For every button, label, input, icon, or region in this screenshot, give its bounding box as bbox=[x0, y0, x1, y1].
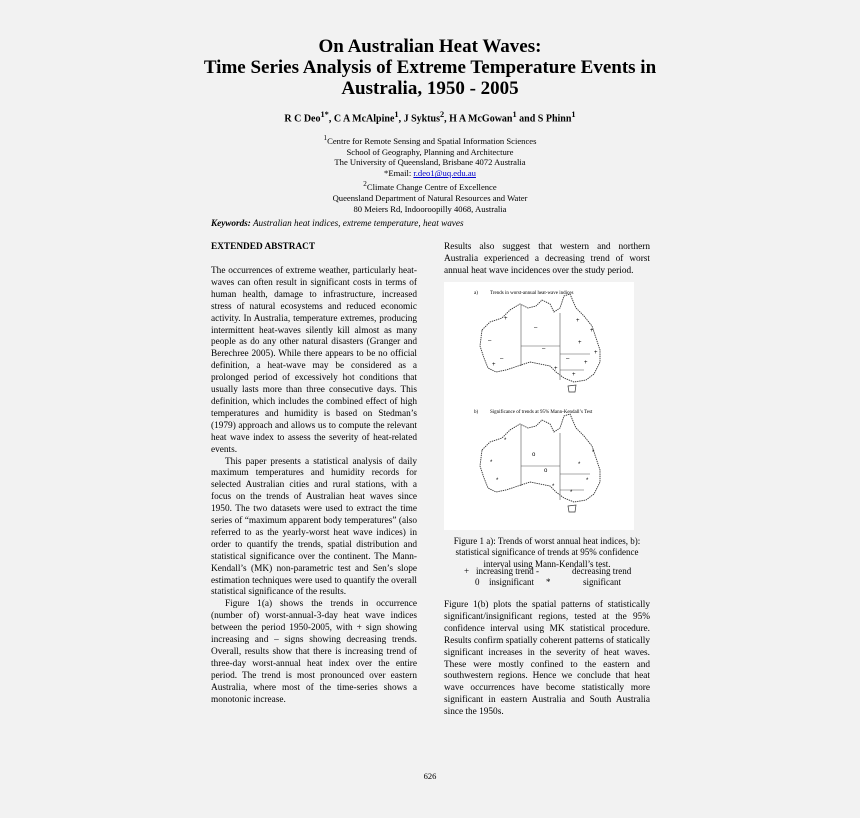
right-column-bottom bbox=[444, 600, 650, 719]
australia-map-outline bbox=[480, 414, 600, 502]
figure-1 bbox=[444, 282, 634, 530]
keywords-label: Keywords: bbox=[211, 218, 251, 228]
panel-b-map bbox=[480, 414, 600, 512]
author-affiliation-mark: 1* bbox=[320, 110, 329, 119]
trend-marker: – bbox=[542, 346, 546, 352]
panel-a-label: a) bbox=[474, 291, 478, 296]
affiliation-line: The University of Queensland, Brisbane 4072 Australia bbox=[334, 157, 526, 168]
tasmania-outline bbox=[568, 385, 576, 392]
paragraph: This paper presents a statistical analysis of daily maximum temperatures and humidity records for selected Australian cities and rural stations, with a focus on the trends of Australian heat waves since 1950. The two datasets were used to extract the time series of “maximum apparent body temperatures” (also referred to as the yearly-worst heat wave indices) in order to quantify the trends, spatial distribution and statistical significance over the continent. The Mann-Kendall’s (MK) non-parametric test and Sen’s slope estimation techniques were used to quantify the overall statistical significance of the results. bbox=[211, 456, 417, 598]
trend-marker: + bbox=[504, 316, 508, 322]
panel-b-title: Significance of trends at 95% Mann-Kendall’s Test bbox=[490, 410, 593, 415]
tasmania-outline bbox=[568, 505, 576, 512]
trend-marker: + bbox=[554, 366, 558, 372]
trend-marker: – bbox=[488, 338, 492, 344]
title-line-2: Time Series Analysis of Extreme Temperature Events in bbox=[203, 57, 657, 78]
paragraph: Figure 1(b) plots the spatial patterns of statistically significant/insignificant regions, tested at the 95% confidence interval using MK statistical procedure. Results confirm spatially coherent patterns of statically significant increases in the severity of heat waves. These were mostly confined to the eastern and southwestern regions. Hence we conclude that heat wave occurrences have become statistically more significant in eastern Australia and South Australia since the 1950s. bbox=[444, 600, 650, 718]
australia-map-outline bbox=[480, 294, 600, 382]
affiliation-line: Centre for Remote Sensing and Spatial Information Sciences bbox=[327, 135, 537, 146]
right-column-top bbox=[444, 242, 650, 278]
author-separator: , bbox=[398, 113, 404, 125]
trend-marker: – bbox=[566, 356, 570, 362]
paragraph: Results also suggest that western and northern Australia experienced a decreasing trend of worst annual heat wave incidences over the study period. bbox=[444, 242, 650, 276]
trend-marker: + bbox=[594, 350, 598, 356]
legend-zero-symbol: 0 bbox=[475, 577, 480, 587]
panel-a-title: Trends in worst-annual heat-wave indices bbox=[490, 291, 574, 296]
trend-marker: + bbox=[492, 362, 496, 368]
trend-marker: + bbox=[576, 318, 580, 324]
affiliation-mark: 2 bbox=[363, 180, 367, 189]
author-name: H A McGowan bbox=[449, 113, 513, 125]
significance-marker: * bbox=[586, 478, 589, 484]
author-name: S Phinn bbox=[537, 113, 572, 125]
author-name: C A McAlpine bbox=[333, 113, 395, 125]
title-line-1: On Australian Heat Waves: bbox=[318, 36, 542, 57]
trend-marker: + bbox=[578, 340, 582, 346]
legend-star-symbol: * bbox=[546, 577, 551, 587]
affiliation-line: Queensland Department of Natural Resources and Water bbox=[332, 192, 528, 203]
author-affiliation-mark: 1 bbox=[512, 110, 517, 119]
affiliation-line: School of Geography, Planning and Architecture bbox=[346, 146, 514, 157]
significance-marker: o bbox=[544, 468, 548, 474]
author-name: J Syktus bbox=[403, 113, 440, 125]
panel-a bbox=[474, 291, 600, 392]
author-list bbox=[150, 110, 710, 124]
legend-minus-text: decreasing trend bbox=[572, 566, 632, 576]
affiliation-line: Climate Change Centre of Excellence bbox=[366, 181, 497, 192]
significance-marker: * bbox=[570, 490, 573, 496]
author-name: R C Deo bbox=[284, 113, 321, 125]
author-separator: and bbox=[516, 113, 538, 125]
trend-marker: + bbox=[572, 372, 576, 378]
panel-b bbox=[474, 410, 600, 512]
trend-marker: – bbox=[534, 325, 538, 331]
page-number: 626 bbox=[423, 771, 437, 781]
significance-marker: * bbox=[490, 460, 493, 466]
legend-zero-text: insignificant bbox=[489, 577, 534, 587]
significance-marker: * bbox=[552, 484, 555, 490]
legend-plus-text: increasing trend - bbox=[476, 566, 539, 576]
left-column bbox=[211, 266, 417, 707]
significance-marker: o bbox=[532, 452, 536, 458]
title-line-3: Australia, 1950 - 2005 bbox=[341, 78, 519, 99]
significance-marker: * bbox=[504, 438, 507, 444]
legend-star-text: significant bbox=[583, 577, 621, 587]
legend-plus-symbol: + bbox=[464, 566, 470, 576]
figure-caption: Figure 1 a): Trends of worst annual heat indices, b): statistical significance of trends at 95% confidence interval using Mann-Kendall’s test. bbox=[453, 536, 641, 569]
keywords-text: Australian heat indices, extreme temperature, heat waves bbox=[250, 218, 464, 228]
trend-marker: + bbox=[590, 328, 594, 334]
paragraph: The occurrences of extreme weather, particularly heat-waves can often result in significant costs in terms of human health, damage to infrastructure, increased stress of natural ecosystems and reduced economic activity. In Australia, temperature extremes, producing intermittent heat-waves silently kill almost as many people as do any other natural disasters (Granger and Berechree 2005). While there appears to be no official definition, a heat-wave may be considered as a prolonged period of excessively hot conditions that usually lasts more than three consecutive days. This definition, which includes the combined effect of high temperatures and humidity is based on Stedman’s (1979) approach and allows us to compute the relevant heat wave index to assess the severity of heat-related events. bbox=[211, 266, 417, 455]
trend-marker: + bbox=[584, 360, 588, 366]
email-link[interactable]: r.deo1@uq.edu.au bbox=[413, 168, 476, 179]
keywords bbox=[211, 218, 671, 228]
affiliations bbox=[150, 133, 710, 214]
significance-marker: * bbox=[578, 462, 581, 468]
email-label: *Email: bbox=[384, 168, 414, 179]
panel-b-label: b) bbox=[474, 410, 479, 415]
author-affiliation-mark: 2 bbox=[439, 110, 445, 119]
figure-1-maps bbox=[444, 282, 634, 530]
abstract-heading: EXTENDED ABSTRACT bbox=[211, 242, 316, 252]
affiliation-mark: 1 bbox=[323, 134, 328, 142]
author-separator: , bbox=[444, 113, 450, 125]
significance-marker: * bbox=[496, 478, 499, 484]
author-affiliation-mark: 1 bbox=[394, 110, 399, 119]
paragraph: Figure 1(a) shows the trends in occurrence (number of) worst-annual-3-day heat wave indices between the period 1950-2005, with + sign showing increasing and – signs showing decreasing trends. Overall, results show that there is increasing trend of three-day worst-annual heat index over the entire period. The trend is most pronounced over eastern Australia, where most of the time-series shows a monotonic increase. bbox=[211, 599, 417, 705]
author-affiliation-mark: 1 bbox=[571, 110, 576, 119]
significance-marker: * bbox=[592, 450, 595, 456]
paper-title bbox=[150, 36, 710, 99]
author-separator: , bbox=[328, 113, 334, 125]
trend-marker: – bbox=[500, 356, 504, 362]
affiliation-line: 80 Meiers Rd, Indooroopilly 4068, Australia bbox=[353, 203, 507, 214]
